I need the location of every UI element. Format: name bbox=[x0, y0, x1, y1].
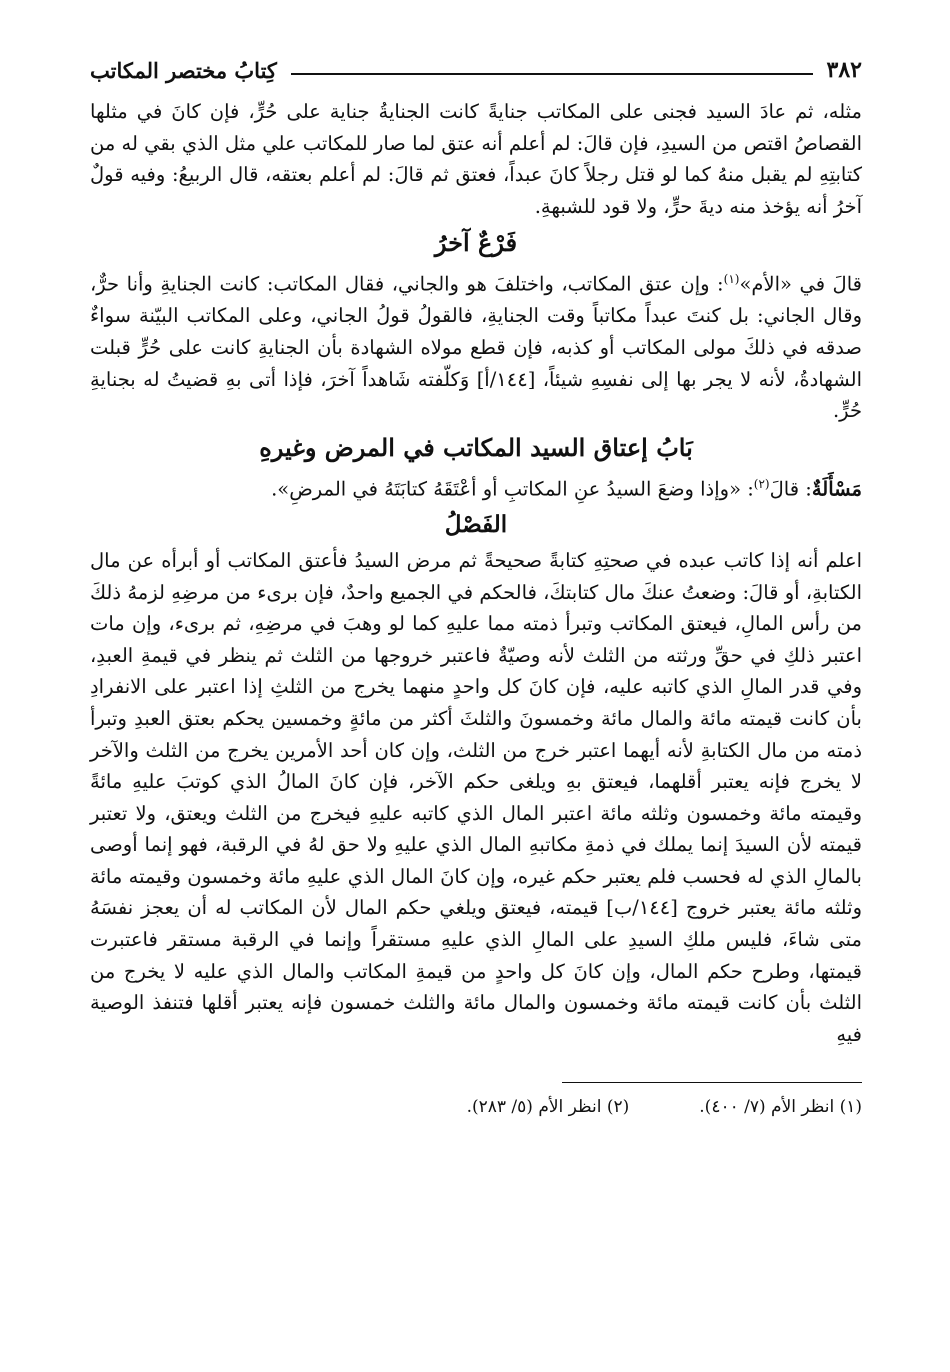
page-number: ٣٨٢ bbox=[826, 57, 862, 83]
book-title: كِتابُ مختصر المكاتب bbox=[90, 57, 277, 83]
footnote-2: (٢) انظر الأم (٥/ ٢٨٣). bbox=[466, 1097, 630, 1118]
masala-paragraph bbox=[90, 469, 862, 505]
header-rule bbox=[291, 73, 813, 75]
fasl-heading: الفَصْلُ bbox=[444, 510, 508, 538]
paragraph-1: مثله، ثم عادَ السيد فجنى على المكاتب جنايةً كانت الجنايةُ جناية على حُرٍّ، فإن كانَ في مثلها القصاصُ اقتص من السيدِ، فإن قالَ: لم أعلم أنه عتق لما صار للمكاتب علي مثل الذي بقي له من كتابتِهِ لم يقبل منهُ كما لو قتل رجلاً كانَ عبداً، فعتق ثم قالَ: لم أعلم بعتقه، قال الربيعُ: وفيه قولٌ آخرُ أنه يؤخذ منه ديةَ حرٍّ، ولا قود للشبهةِ. bbox=[90, 100, 862, 218]
chapter-heading: بَابُ إعتاق السيد المكاتب في المرض وغيرهِ bbox=[259, 432, 693, 462]
running-header bbox=[90, 50, 862, 90]
masala-lead: : قالَ bbox=[769, 477, 812, 501]
section-heading-far: فَرْعٌ آخرُ bbox=[434, 228, 518, 258]
paragraph-2 bbox=[90, 264, 862, 426]
paragraph-2-lead: قالَ في «الأم» bbox=[739, 272, 862, 296]
footnote-ref-2: (٢) bbox=[753, 476, 770, 491]
footnote-1: (١) انظر الأم (٧/ ٤٠٠). bbox=[699, 1097, 862, 1118]
masala-term: مَسْأَلَةٌ bbox=[811, 477, 862, 501]
paragraph-3: اعلم أنه إذا كاتب عبده في صحتِهِ كتابةً صحيحةً ثم مرض السيدُ فأعتق المكاتب أو أبرأه عن مال الكتابةِ، أو قالَ: وضعتُ عنكَ مال كتابتكَ، فالحكم في الجميع واحدٌ، فإن برىء من مرضِهِ لزمهُ ذلكَ من رأس المالِ، فيعتق المكاتب وتبرأ ذمته مما عليهِ كما لو وهبَ في مرضِهِ، ثم برىء، وإن مات اعتبر ذلكِ في حقِّ ورثته من الثلث لأنه وصيّةٌ فاعتبر خروجها من الثلث ثم ينظر في قيمةِ العبدِ، وفي قدر المالِ الذي كاتبه عليه، فإن كانَ كل واحدٍ منهما يخرج من الثلثِ إذا اعتبر على الانفرادِ بأن كانت قيمته مائة والمال مائة وخمسونَ والثلثَ أكثر من مائةٍ وخمسين يحكم بعتق العبدِ وتبرأ ذمته من مال الكتابةِ لأنه أيهما اعتبر خرج من الثلث، وإن كان أحد الأمرين يخرج من الثلث والآخر لا يخرج فإنه يعتبر أقلهما، فيعتق بهِ ويلغى حكم الآخر، فإن كانَ المالُ الذي كوتبَ عليهِ مائةً وقيمته مائة وخمسون وثلثه مائة اعتبر المال الذي كاتبه عليهِ فيخرج من الثلث ويعتق، ولا تعتبر قيمته لأن السيدَ إنما يملك في ذمةِ مكاتبهِ المال الذي عليهِ ولا حق لهُ في الرقبة، فهو إنما أوصى بالمالِ الذي له فحسب فلم يعتبر حكم غيره، وإن كانَ المال الذي عليهِ مائة وخمسون وقيمته مائة وثلثه مائة يعتبر خروج [١٤٤/ب] قيمته، فيعتق ويلغي حكم المال لأن المكاتب له أن يعجز نفسَهُ متى شاءَ، فليس ملكِ السيدِ على المالِ الذي عليهِ مستقراً وإنما في الرقبة مستقر فاعتبرت قيمتها، وطرح حكم المال، وإن كانَ كل واحدٍ من قيمةِ المكاتب والمال الذي عليه لا يخرج من الثلث بأن كانت قيمته مائة وخمسون والمال مائة والثلث خمسون فإنه يعتبر أقلها فتنفذ الوصية فيهِ bbox=[90, 548, 862, 1046]
footnote-ref-1: (١) bbox=[723, 272, 740, 287]
masala-body: : «وإذا وضعَ السيدُ عنِ المكاتبِ أو أعْتَقَهُ كتابَتَهُ في المرضِ». bbox=[271, 477, 754, 501]
footnote-rule bbox=[562, 1082, 862, 1083]
footnotes bbox=[90, 1097, 862, 1117]
paragraph-2-body: : وإن عتق المكاتب، واختلفَ هو والجاني، فقال المكاتب: كانت الجنايةِ وأنا حرٌّ، وقال الجاني: بل كنتَ عبداً مكاتباً وقت الجنايةِ، فالقولُ قولُ الجاني، وعلى المكاتب البيّنة سواءٌ صدقه في ذلكَ مولى المكاتب أو كذبه، فإن قطع مولاه الشهادة بأن الجنايةِ كانت على حُرٍّ قبلت الشهادةُ، لأنه لا يجر بها إلى نفسِهِ شيئاً، [١٤٤/أ] وَكلّفته شَاهداً آخرَ، فإذا أتى بهِ قضيتُ له بجنايةِ حُرٍّ. bbox=[90, 272, 862, 423]
